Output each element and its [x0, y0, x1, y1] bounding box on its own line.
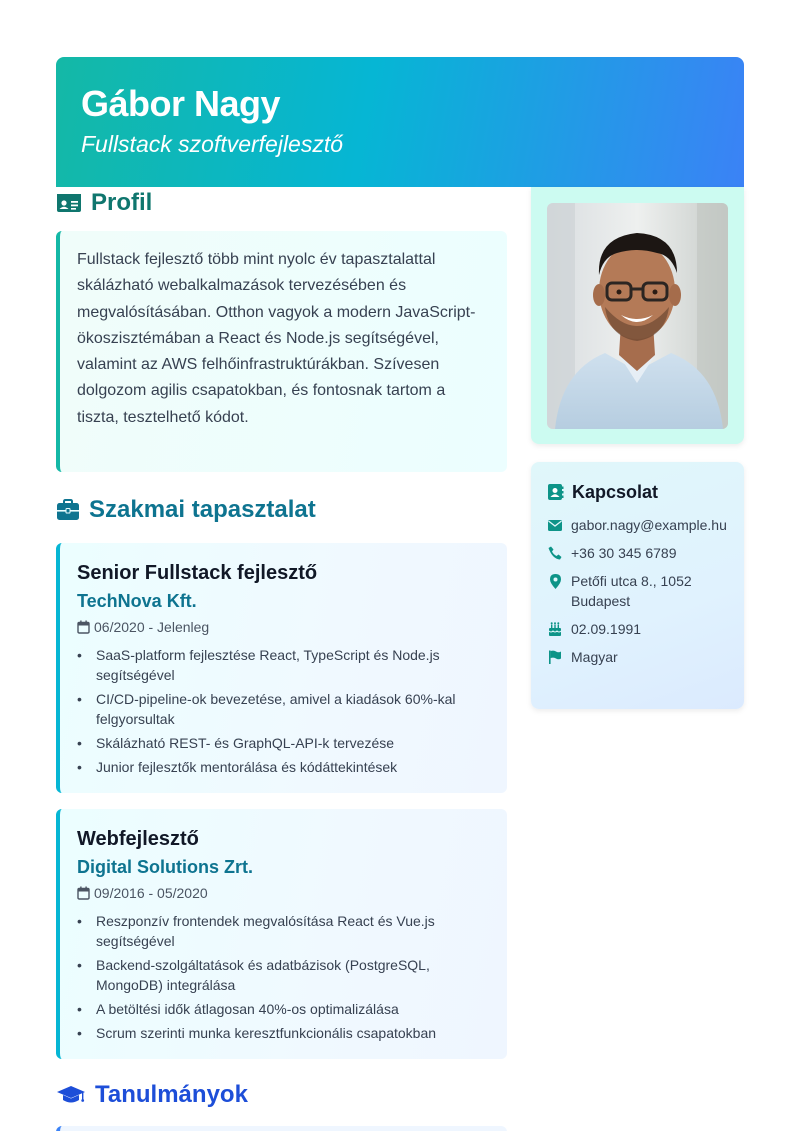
- list-item: • Reszponzív frontendek megvalósítása React és Vue.js segítségével: [77, 913, 435, 949]
- job-bullets: [77, 645, 491, 777]
- profile-heading: [56, 189, 152, 217]
- contact-phone[interactable]: [547, 543, 728, 563]
- list-item: • A betöltési idők átlagosan 40%-os optimalizálása: [77, 1001, 399, 1017]
- job-dates: [77, 884, 491, 902]
- contact-nationality: [547, 647, 728, 667]
- email-text: gabor.nagy@example.hu: [571, 517, 727, 533]
- candidate-name: Gábor Nagy: [81, 83, 281, 124]
- experience-heading-label: Szakmai tapasztalat: [89, 496, 316, 523]
- id-card-icon: [56, 193, 82, 213]
- birthday-cake-icon: [548, 622, 562, 636]
- job-dates-text: 06/2020 - Jelenleg: [94, 619, 210, 635]
- education-heading-label: Tanulmányok: [95, 1081, 248, 1108]
- experience-heading: [56, 496, 316, 524]
- phone-icon: [548, 546, 562, 560]
- envelope-icon: [548, 520, 562, 531]
- job-role: Webfejlesztő: [77, 828, 199, 850]
- contact-birthdate: [547, 619, 728, 639]
- map-marker-icon: [550, 574, 561, 589]
- education-heading: [56, 1081, 248, 1109]
- job-role: Senior Fullstack fejlesztő: [77, 562, 318, 584]
- nationality-text: Magyar: [571, 649, 618, 665]
- contact-email[interactable]: [547, 515, 728, 535]
- list-item: • Junior fejlesztők mentorálása és kódáttekintések: [77, 759, 398, 775]
- education-card: [56, 1126, 507, 1131]
- list-item: • CI/CD-pipeline-ok bevezetése, amivel a kiadások 60%-kal felgyorsultak: [77, 691, 456, 727]
- job-bullets: [77, 911, 491, 1043]
- resume-header: [56, 57, 744, 187]
- job-dates-text: 09/2016 - 05/2020: [94, 885, 208, 901]
- briefcase-icon: [56, 499, 80, 521]
- list-item: • Scrum szerinti munka keresztfunkcionális csapatokban: [77, 1025, 437, 1041]
- photo-card: [531, 187, 744, 444]
- list-item: • Backend-szolgáltatások és adatbázisok (PostgreSQL, MongoDB) integrálása: [77, 957, 430, 993]
- contact-card: [531, 462, 744, 709]
- address-text: Petőfi utca 8., 1052 Budapest: [571, 573, 692, 609]
- calendar-icon: [77, 620, 90, 634]
- contact-heading: [547, 482, 728, 502]
- flag-icon: [548, 650, 562, 664]
- birthdate-text: 02.09.1991: [571, 621, 642, 637]
- phone-text: +36 30 345 6789: [571, 545, 677, 561]
- experience-item: [56, 809, 507, 1059]
- company-name: Digital Solutions Zrt.: [77, 857, 253, 877]
- contact-heading-label: Kapcsolat: [572, 482, 659, 502]
- list-item: • SaaS-platform fejlesztése React, TypeScript és Node.js segítségével: [77, 647, 440, 683]
- contact-address: [547, 571, 728, 611]
- experience-item: [56, 543, 507, 793]
- company-name: TechNova Kft.: [77, 591, 197, 611]
- address-book-icon: [547, 483, 564, 501]
- profile-heading-label: Profil: [91, 189, 153, 216]
- profile-summary: [56, 231, 507, 472]
- list-item: • Skálázható REST- és GraphQL-API-k tervezése: [77, 735, 395, 751]
- profile-photo: [547, 203, 728, 429]
- calendar-icon: [77, 886, 90, 900]
- job-dates: [77, 618, 491, 636]
- profile-text: Fullstack fejlesztő több mint nyolc év tapasztalattal skálázható webalkalmazások tervezésében és megvalósításában. Otthon vagyok a modern JavaScript-ökoszisztémában a React és Node.js segítségével, valamint az AWS felhőinfrastruktúrákban. Szívesen dolgozom agilis csapatokban, és fontosnak tartom a tiszta, tesztelhető kódot.: [77, 251, 476, 426]
- graduation-cap-icon: [56, 1084, 86, 1106]
- job-title: Fullstack szoftverfejlesztő: [81, 131, 344, 157]
